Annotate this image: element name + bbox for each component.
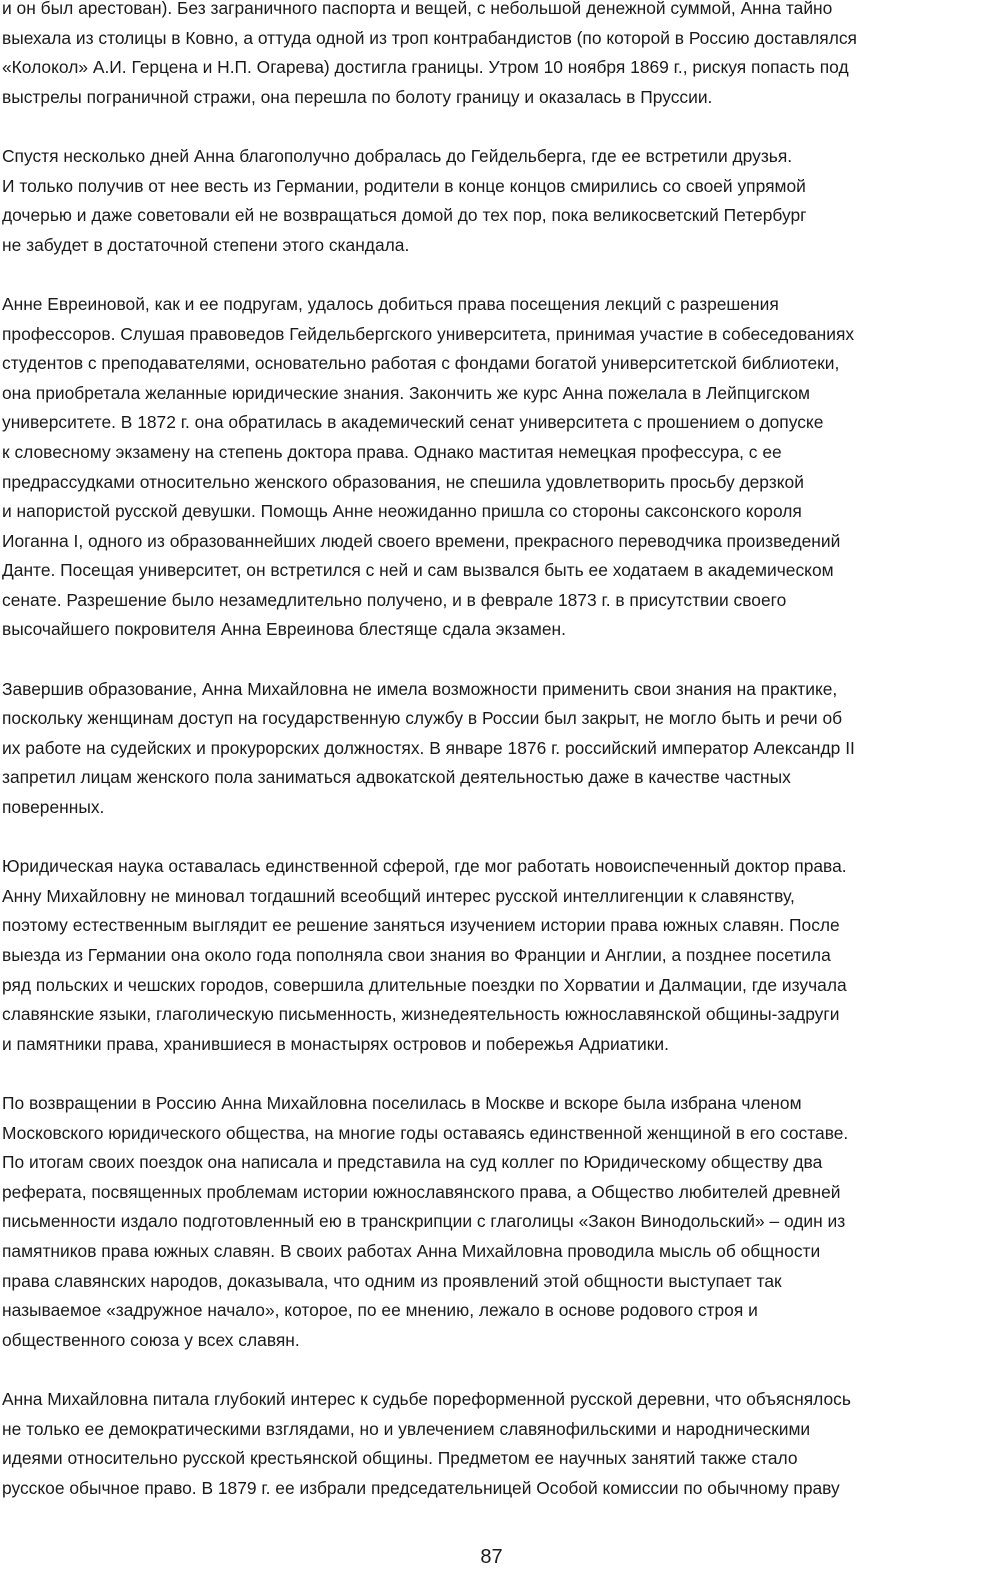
text-line: Спустя несколько дней Анна благополучно добралась до Гейдельберга, где ее встретили друзья. xyxy=(2,145,793,166)
text-line: реферата, посвященных проблемам истории южнославянского права, а Общество любителей древней xyxy=(2,1181,841,1202)
text-line: Московского юридического общества, на многие годы оставаясь единственной женщиной в его составе. xyxy=(2,1122,849,1143)
text-line: Анне Евреиновой, как и ее подругам, удалось добиться права посещения лекций с разрешения xyxy=(2,293,779,314)
text-line: общественного союза у всех славян. xyxy=(2,1329,300,1350)
paragraph xyxy=(2,0,977,112)
text-line: Завершив образование, Анна Михайловна не имела возможности применить свои знания на практике, xyxy=(2,678,838,699)
text-line: Анна Михайловна питала глубокий интерес к судьбе пореформенной русской деревни, что объяснялось xyxy=(2,1388,851,1409)
text-line: и напористой русской девушки. Помощь Анне неожиданно пришла со стороны саксонского короля xyxy=(2,501,802,522)
text-line: Иоганна I, одного из образованнейших людей своего времени, прекрасного переводчика произведений xyxy=(2,530,841,551)
text-line: По возвращении в Россию Анна Михайловна поселилась в Москве и вскоре была избрана членом xyxy=(2,1092,802,1113)
paragraph xyxy=(2,290,977,645)
text-line: «Колокол» А.И. Герцена и Н.П. Огарева) достигла границы. Утром 10 ноября 1869 г., рискуя попасть под xyxy=(2,57,849,78)
page-number: 87 xyxy=(480,1546,503,1568)
paragraph xyxy=(2,142,977,260)
text-line: высочайшего покровителя Анна Евреинова блестяще сдала экзамен. xyxy=(2,619,566,640)
body-text xyxy=(2,0,977,1533)
text-line: Анну Михайловну не миновал тогдашний всеобщий интерес русской интеллигенции к славянству, xyxy=(2,885,795,906)
text-line: сенате. Разрешение было незамедлительно получено, и в феврале 1873 г. в присутствии своего xyxy=(2,589,787,610)
text-line: не только ее демократическими взглядами, но и увлечением славянофильскими и народническими xyxy=(2,1418,811,1439)
text-line: к словесному экзамену на степень доктора права. Однако маститая немецкая профессура, с ее xyxy=(2,441,782,462)
text-line: дочерью и даже советовали ей не возвращаться домой до тех пор, пока великосветский Петербург xyxy=(2,205,807,226)
text-line: предрассудками относительно женского образования, не спешила удовлетворить просьбу дерзкой xyxy=(2,471,804,492)
text-line: письменности издало подготовленный ею в транскрипции с глаголицы «Закон Винодольский» – один из xyxy=(2,1211,846,1232)
text-line: профессоров. Слушая правоведов Гейдельбергского университета, принимая участие в собеседованиях xyxy=(2,323,855,344)
text-line: и он был арестован). Без заграничного паспорта и вещей, с небольшой денежной суммой, Анна тайно xyxy=(2,0,833,18)
text-line: она приобретала желанные юридические знания. Закончить же курс Анна пожелала в Лейпцигском xyxy=(2,382,811,403)
text-line: ряд польских и чешских городов, совершила длительные поездки по Хорватии и Далмации, где изучала xyxy=(2,974,847,995)
text-line: идеями относительно русской крестьянской общины. Предметом ее научных занятий также стало xyxy=(2,1448,798,1469)
text-line: поскольку женщинам доступ на государственную службу в России был закрыт, не могло быть и речи об xyxy=(2,708,843,729)
paragraph xyxy=(2,675,977,823)
text-line: права славянских народов, доказывала, что одним из проявлений этой общности выступает так xyxy=(2,1270,782,1291)
text-line: университете. В 1872 г. она обратилась в академический сенат университета с прошением о допуске xyxy=(2,412,824,433)
text-line: памятников права южных славян. В своих работах Анна Михайловна проводила мысль об общности xyxy=(2,1240,821,1261)
text-line: русское обычное право. В 1879 г. ее избрали председательницей Особой комиссии по обычному праву xyxy=(2,1477,840,1498)
text-line: студентов с преподавателями, основательно работая с фондами богатой университетской библиотеки, xyxy=(2,353,840,374)
paragraph xyxy=(2,1385,977,1503)
text-line: Данте. Посещая университет, он встретился с ней и сам вызвался быть ее ходатаем в академическом xyxy=(2,560,834,581)
text-line: выезда из Германии она около года пополняла свои знания во Франции и Англии, а позднее посетила xyxy=(2,945,831,965)
text-line: поэтому естественным выглядит ее решение заняться изучением истории права южных славян. После xyxy=(2,915,840,936)
text-line: и памятники права, хранившиеся в монастырях островов и побережья Адриатики. xyxy=(2,1033,669,1054)
text-line: выехала из столицы в Ковно, а оттуда одной из троп контрабандистов (по которой в Россию доставлялся xyxy=(2,27,857,48)
text-line: выстрелы пограничной стражи, она перешла по болоту границу и оказалась в Пруссии. xyxy=(2,86,713,107)
paragraph xyxy=(2,852,977,1059)
text-line: Юридическая наука оставалась единственной сферой, где мог работать новоиспеченный доктор права. xyxy=(2,856,847,877)
text-line: И только получив от нее весть из Германии, родители в конце концов смирились со своей упрямой xyxy=(2,175,806,196)
paragraph xyxy=(2,1089,977,1355)
text-line: славянские языки, глаголическую письменность, жизнедеятельность южнославянской общины-задруги xyxy=(2,1004,840,1025)
text-line: не забудет в достаточной степени этого скандала. xyxy=(2,234,410,255)
text-line: поверенных. xyxy=(2,797,105,818)
text-line: их работе на судейских и прокурорских должностях. В январе 1876 г. российский император Александр II xyxy=(2,737,855,758)
text-line: запретил лицам женского пола заниматься адвокатской деятельностью даже в качестве частных xyxy=(2,767,791,788)
text-line: называемое «задружное начало», которое, по ее мнению, лежало в основе родового строя и xyxy=(2,1300,758,1321)
text-line: По итогам своих поездок она написала и представила на суд коллег по Юридическому обществу два xyxy=(2,1152,823,1173)
